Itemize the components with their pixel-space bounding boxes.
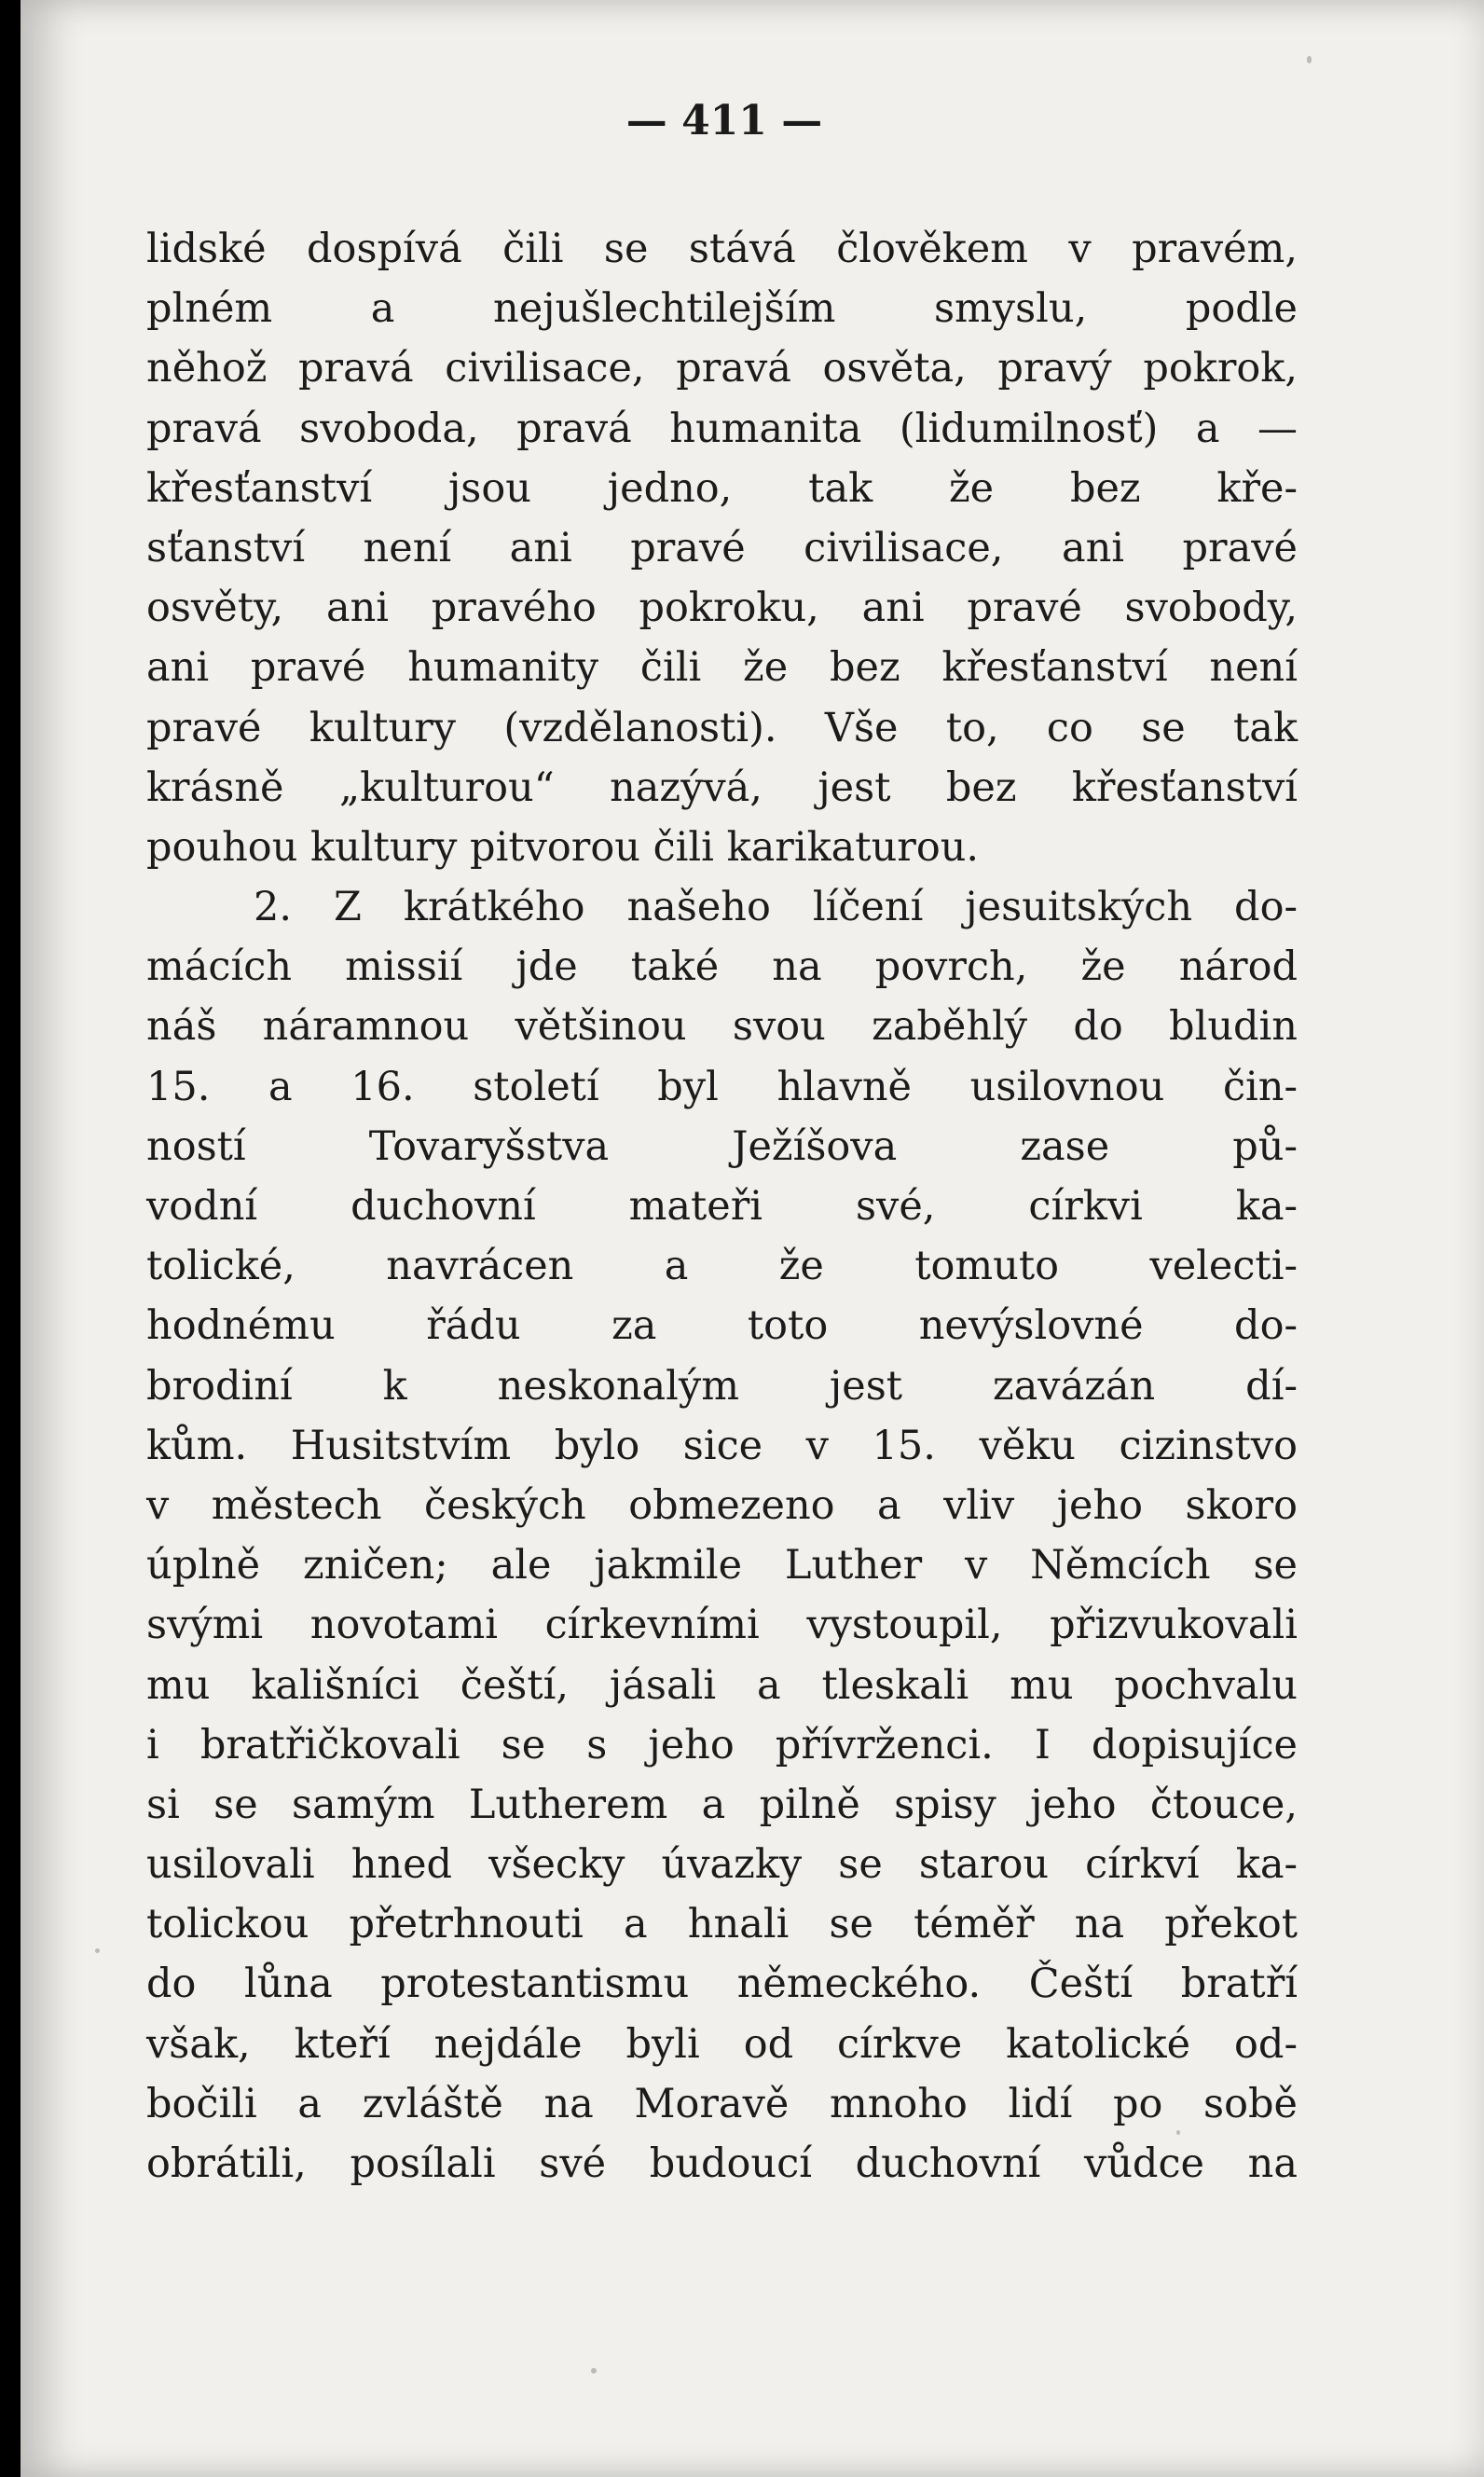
text-line: kům. Husitstvím bylo sice v 15. věku cizinstvo	[146, 1422, 1298, 1469]
body-text	[146, 219, 1298, 2194]
text-line: lidské dospívá čili se stává člověkem v pravém,	[146, 226, 1298, 272]
text-line: hodnému řádu za toto nevýslovné do-	[146, 1302, 1298, 1350]
text-line: do lůna protestantismu německého. Čeští bratří	[146, 1961, 1298, 2008]
paper-speck	[1307, 56, 1312, 63]
text-line: křesťanství jsou jedno, tak že bez kře-	[146, 464, 1298, 512]
text-line: brodiní k neskonalým jest zavázán dí-	[146, 1362, 1298, 1410]
text-line: osvěty, ani pravého pokroku, ani pravé svobody,	[146, 585, 1298, 632]
text-line: pouhou kultury pitvorou čili karikaturou.	[146, 823, 980, 871]
text-line: ani pravé humanity čili že bez křesťanství není	[146, 644, 1298, 692]
text-line: i bratřičkovali se s jeho přívrženci. I dopisujíce	[146, 1721, 1298, 1768]
text-line: krásně „kulturou“ nazývá, jest bez křesťanství	[146, 764, 1298, 811]
text-line: svými novotami církevními vystoupil, přizvukovali	[146, 1602, 1298, 1649]
text-line: usilovali hned všecky úvazky se starou církví ka-	[146, 1841, 1298, 1889]
text-line: pravá svoboda, pravá humanita (lidumilnosť) a —	[146, 405, 1298, 452]
book-page	[21, 0, 1484, 2477]
text-line: tolické, navrácen a že tomuto velecti-	[146, 1243, 1298, 1290]
text-line: si se samým Lutherem a pilně spisy jeho čtouce,	[146, 1781, 1298, 1828]
text-line: vodní duchovní mateři své, církvi ka-	[146, 1183, 1298, 1230]
text-line: 15. a 16. století byl hlavně usilovnou čin-	[146, 1063, 1298, 1110]
paper-speck	[591, 2368, 597, 2374]
text-line: plném a nejušlechtilejším smyslu, podle	[146, 285, 1298, 333]
text-line: ností Tovaryšstva Ježíšova zase pů-	[146, 1122, 1298, 1170]
text-line: 2. Z krátkého našeho líčení jesuitských do-	[254, 884, 1298, 931]
text-line: obrátili, posílali své budoucí duchovní vůdce na	[146, 2140, 1298, 2187]
text-line: v městech českých obmezeno a vliv jeho skoro	[146, 1481, 1298, 1529]
text-line: pravé kultury (vzdělanosti). Vše to, co se tak	[146, 704, 1298, 751]
text-line: však, kteří nejdále byli od církve katolické od-	[146, 2020, 1298, 2068]
text-line: náš náramnou většinou svou zaběhlý do bludin	[146, 1003, 1298, 1051]
text-line: něhož pravá civilisace, pravá osvěta, pravý pokrok,	[146, 345, 1298, 392]
page-number: — 411 —	[625, 97, 823, 144]
paper-speck	[1176, 2130, 1180, 2135]
text-line: mu kališníci čeští, jásali a tleskali mu pochvalu	[146, 1661, 1298, 1709]
text-line: úplně zničen; ale jakmile Luther v Němcích se	[146, 1542, 1298, 1589]
text-line: tolickou přetrhnouti a hnali se téměř na překot	[146, 1901, 1298, 1948]
text-line: bočili a zvláště na Moravě mnoho lidí po sobě	[146, 2080, 1298, 2127]
text-line: sťanství není ani pravé civilisace, ani pravé	[146, 524, 1298, 571]
paper-speck	[95, 1948, 100, 1953]
text-line: mácích missií jde také na povrch, že národ	[146, 943, 1298, 991]
